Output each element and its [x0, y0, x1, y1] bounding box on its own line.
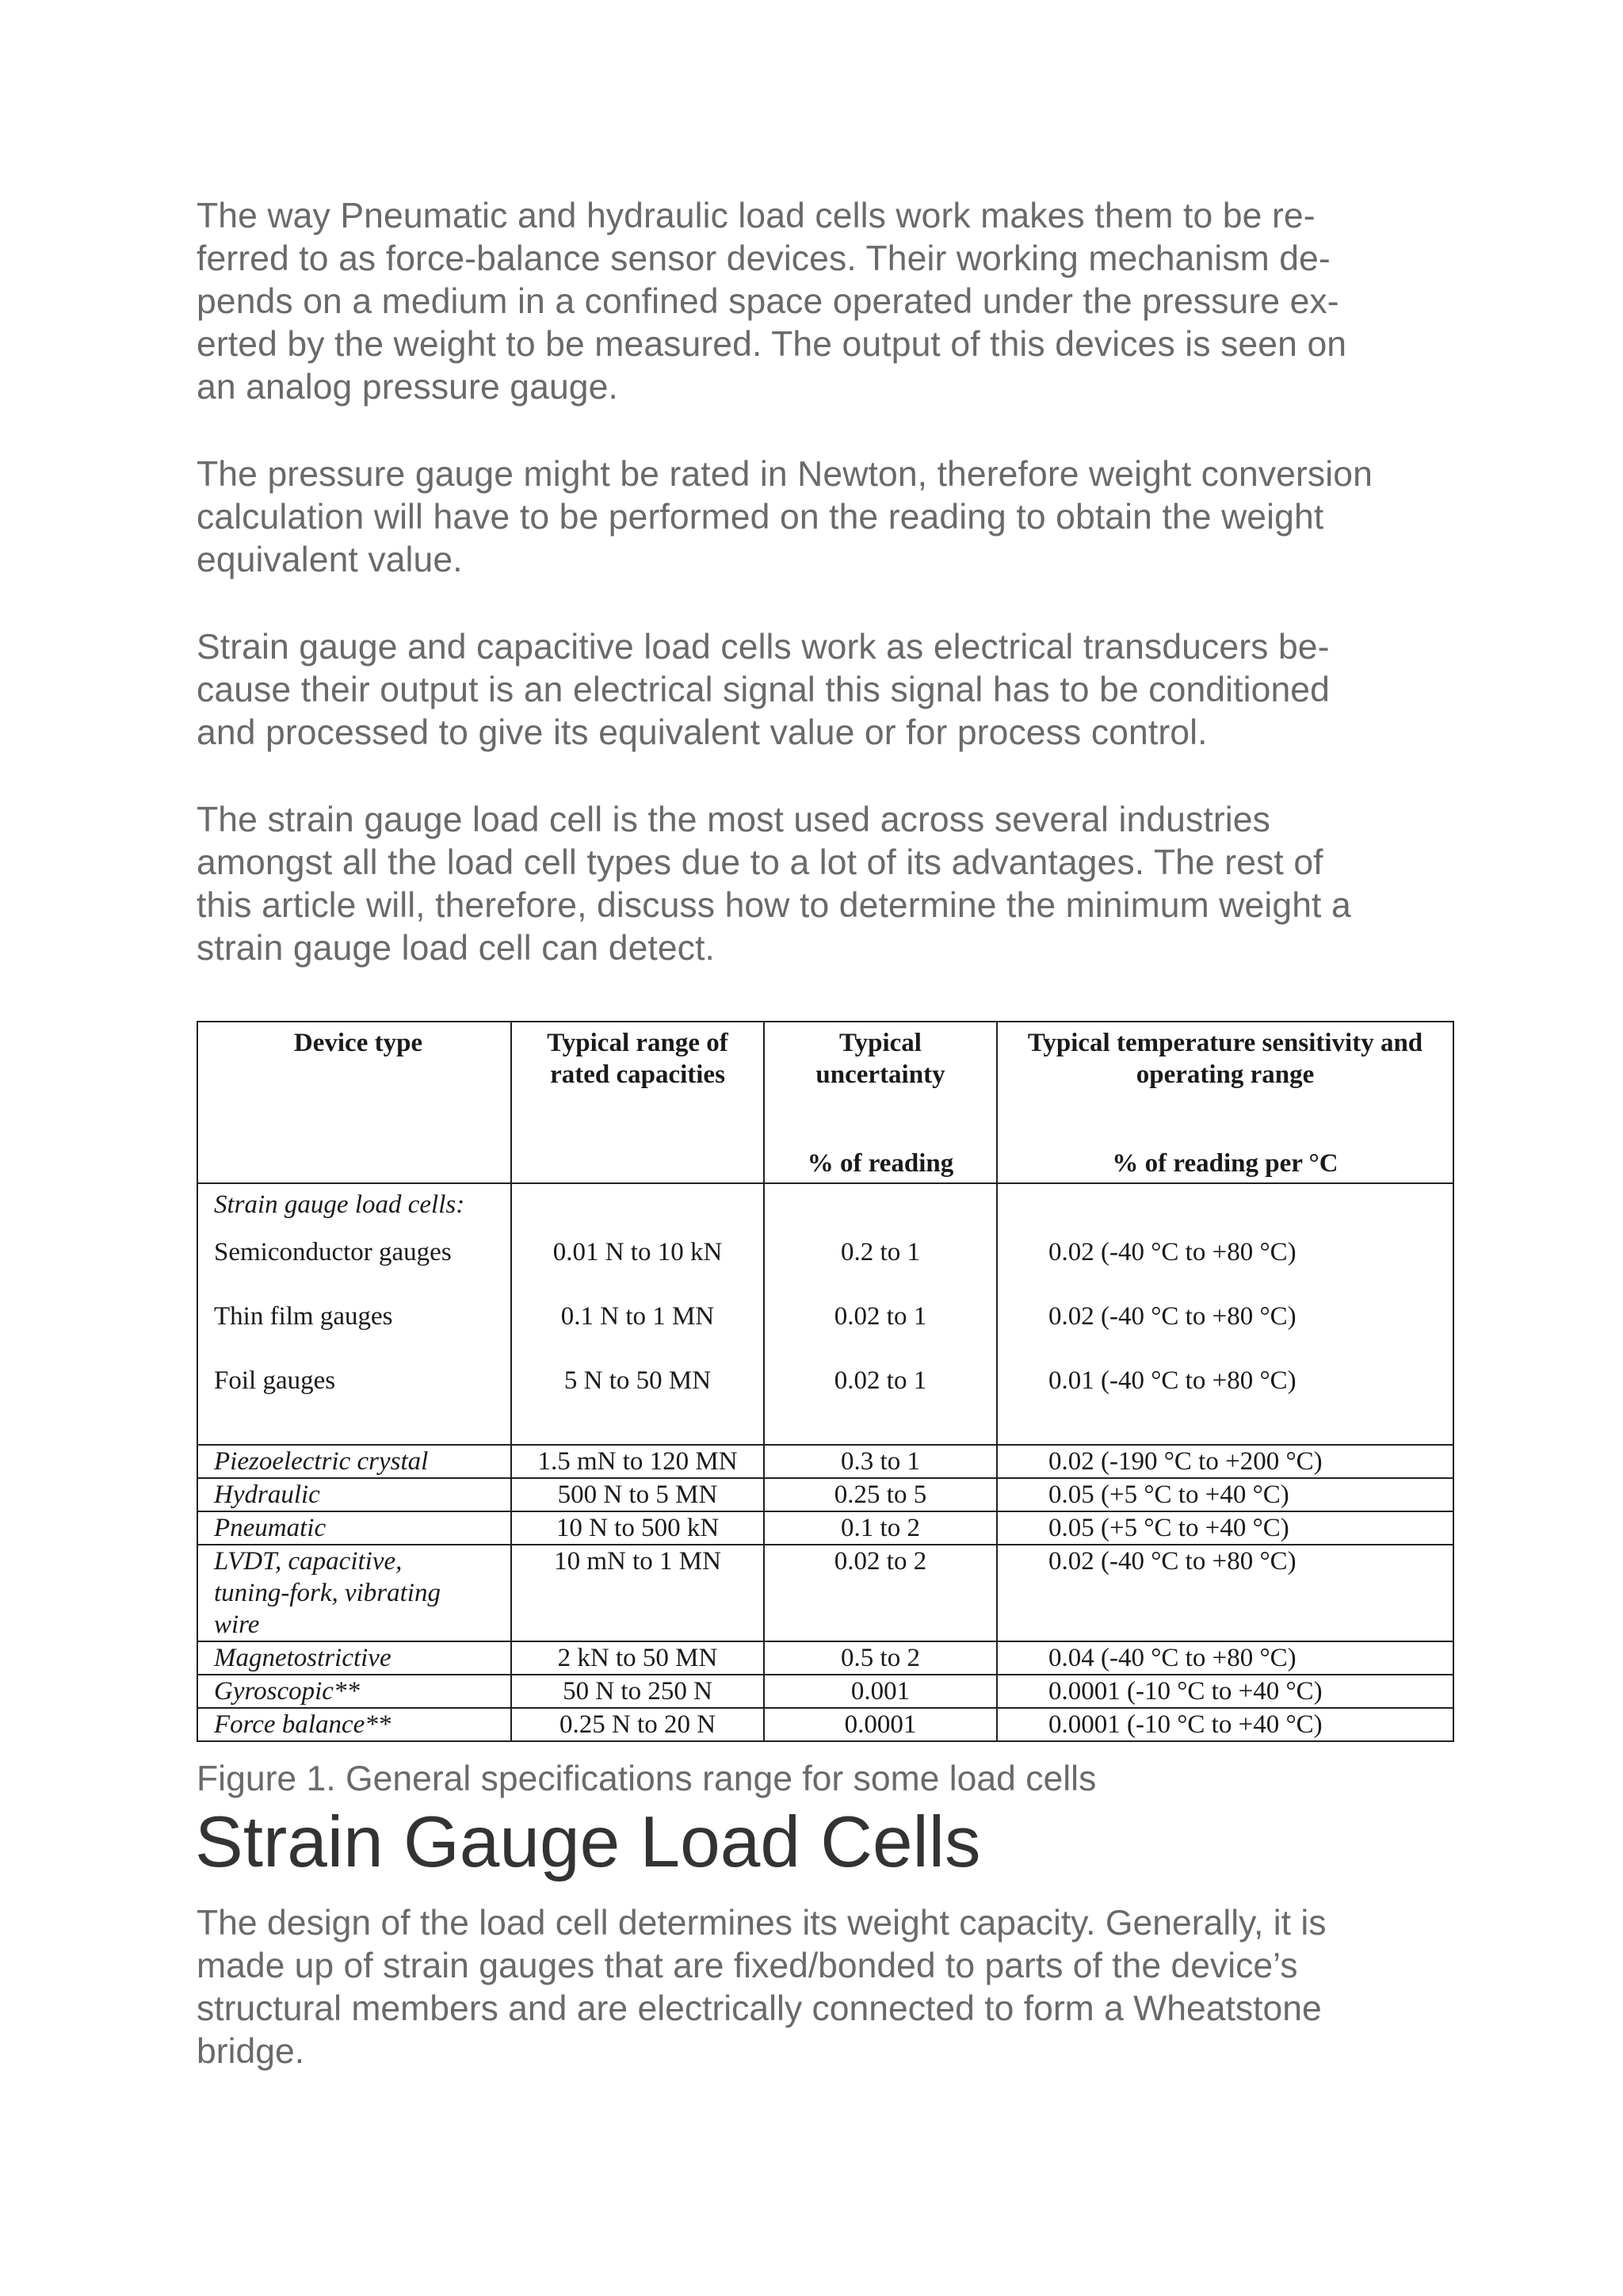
table-cell: 0.02 to 1: [834, 1302, 927, 1331]
text-line: The way Pneumatic and hydraulic load cells work makes them to be re-: [197, 197, 1316, 235]
header-temperature-unit: % of reading per °C: [1112, 1149, 1338, 1178]
text-line: equivalent value.: [197, 541, 463, 579]
table-cell: 0.02 (-40 °C to +80 °C): [997, 1545, 1453, 1641]
header-temperature: [997, 1022, 1453, 1183]
text-line: pends on a medium in a confined space operated under the pressure ex-: [197, 282, 1339, 321]
table-cell: 0.02 (-190 °C to +200 °C): [997, 1445, 1453, 1478]
table-cell: Piezoelectric crystal: [214, 1447, 429, 1476]
table-cell: 0.1 to 2: [764, 1511, 997, 1545]
table-row-strain-group: [197, 1183, 1453, 1445]
table-cell: 5 N to 50 MN: [563, 1366, 712, 1395]
closing-paragraph: [197, 1902, 1327, 2073]
text-line: this article will, therefore, discuss how to determine the minimum weight a: [197, 886, 1351, 925]
header-uncertainty-unit: % of reading: [807, 1149, 954, 1178]
table-cell: 0.05 (+5 °C to +40 °C): [997, 1478, 1453, 1511]
table-header-row: [197, 1022, 1453, 1183]
text-line: The strain gauge load cell is the most used across several industries: [197, 800, 1270, 839]
table-row: [197, 1675, 1453, 1708]
table-row: [197, 1641, 1453, 1675]
table-cell: 0.01 (-40 °C to +80 °C): [1048, 1366, 1296, 1395]
paragraph-4: [197, 799, 1433, 970]
table-cell: 0.1 N to 1 MN: [560, 1302, 715, 1331]
table-cell: 0.25 N to 20 N: [511, 1708, 764, 1741]
paragraph-2: [197, 453, 1433, 582]
table-cell: 0.05 (+5 °C to +40 °C): [997, 1511, 1453, 1545]
table-cell: 0.0001: [764, 1708, 997, 1741]
table-cell: 10 mN to 1 MN: [511, 1545, 764, 1641]
body-text: [197, 195, 1433, 1014]
strain-group-ranges: [511, 1183, 764, 1445]
table-cell: 500 N to 5 MN: [511, 1478, 764, 1511]
text-line: an analog pressure gauge.: [197, 368, 618, 407]
text-line: erted by the weight to be measured. The output of this devices is seen on: [197, 325, 1347, 364]
text-line: cause their output is an electrical signal this signal has to be conditioned: [197, 670, 1330, 709]
table-cell: 0.01 N to 10 kN: [552, 1238, 723, 1266]
table-cell: 0.02 (-40 °C to +80 °C): [1048, 1238, 1296, 1266]
table-cell: Semiconductor gauges: [214, 1238, 452, 1266]
table-cell: 0.02 (-40 °C to +80 °C): [1048, 1302, 1296, 1331]
strain-group-uncertainties: [764, 1183, 997, 1445]
table-row: [197, 1478, 1453, 1511]
paragraph-3: [197, 626, 1433, 755]
text-line: bridge.: [197, 2032, 305, 2071]
table-cell: 0.0001 (-10 °C to +40 °C): [997, 1708, 1453, 1741]
header-uncertainty: [764, 1022, 997, 1183]
text-line: made up of strain gauges that are fixed/bonded to parts of the device’s: [197, 1946, 1298, 1985]
text-line: strain gauge load cell can detect.: [197, 929, 716, 968]
header-temperature-label: Typical temperature sensitivity and operating range: [1027, 1029, 1423, 1089]
text-line: The design of the load cell determines its weight capacity. Generally, it is: [197, 1904, 1327, 1943]
table-cell: 0.2 to 1: [841, 1238, 920, 1266]
table-cell: LVDT, capacitive, tuning-fork, vibrating wire: [214, 1547, 441, 1639]
table-cell: Hydraulic: [214, 1480, 320, 1509]
header-range: Typical range of rated capacities: [511, 1022, 764, 1183]
table-cell: 50 N to 250 N: [511, 1675, 764, 1708]
table-cell: Foil gauges: [214, 1366, 336, 1395]
table-cell: 0.04 (-40 °C to +80 °C): [997, 1641, 1453, 1675]
header-device-type: Device type: [197, 1022, 511, 1183]
table-cell: 0.3 to 1: [764, 1445, 997, 1478]
table-row: [197, 1708, 1453, 1741]
text-line: structural members and are electrically connected to form a Wheatstone: [197, 1989, 1322, 2028]
table-cell: Pneumatic: [214, 1514, 327, 1542]
text-line: calculation will have to be performed on the reading to obtain the weight: [197, 498, 1324, 537]
strain-group-devices: [197, 1183, 511, 1445]
specifications-table: [197, 1021, 1454, 1742]
strain-group-label: Strain gauge load cells:: [214, 1190, 465, 1219]
table-row: [197, 1445, 1453, 1478]
section-heading: Strain Gauge Load Cells: [195, 1802, 981, 1882]
paragraph-1: [197, 195, 1433, 409]
text-line: and processed to give its equivalent value or for process control.: [197, 713, 1208, 752]
table-cell: 2 kN to 50 MN: [511, 1641, 764, 1675]
header-uncertainty-label: Typical uncertainty: [815, 1029, 945, 1089]
table-cell: 10 N to 500 kN: [511, 1511, 764, 1545]
table-cell: Magnetostrictive: [214, 1644, 391, 1672]
text-line: amongst all the load cell types due to a lot of its advantages. The rest of: [197, 843, 1323, 882]
table-cell: Thin film gauges: [214, 1302, 393, 1331]
table-row: [197, 1511, 1453, 1545]
figure-caption: Figure 1. General specifications range for some load cells: [197, 1759, 1097, 1798]
strain-group-temperatures: [997, 1183, 1453, 1445]
table-row: [197, 1545, 1453, 1641]
text-line: The pressure gauge might be rated in Newton, therefore weight conversion: [197, 455, 1373, 494]
table-cell: Gyroscopic**: [214, 1677, 360, 1706]
text-line: Strain gauge and capacitive load cells work as electrical transducers be-: [197, 628, 1330, 667]
table-cell: 1.5 mN to 120 MN: [511, 1445, 764, 1478]
table-cell: Force balance**: [214, 1710, 391, 1739]
table-cell: 0.5 to 2: [764, 1641, 997, 1675]
table-cell: 0.001: [764, 1675, 997, 1708]
table-cell: 0.0001 (-10 °C to +40 °C): [997, 1675, 1453, 1708]
table-cell: 0.02 to 1: [834, 1366, 927, 1395]
table-cell: 0.02 to 2: [764, 1545, 997, 1641]
table-cell: 0.25 to 5: [764, 1478, 997, 1511]
text-line: ferred to as force-balance sensor devices. Their working mechanism de-: [197, 239, 1331, 278]
